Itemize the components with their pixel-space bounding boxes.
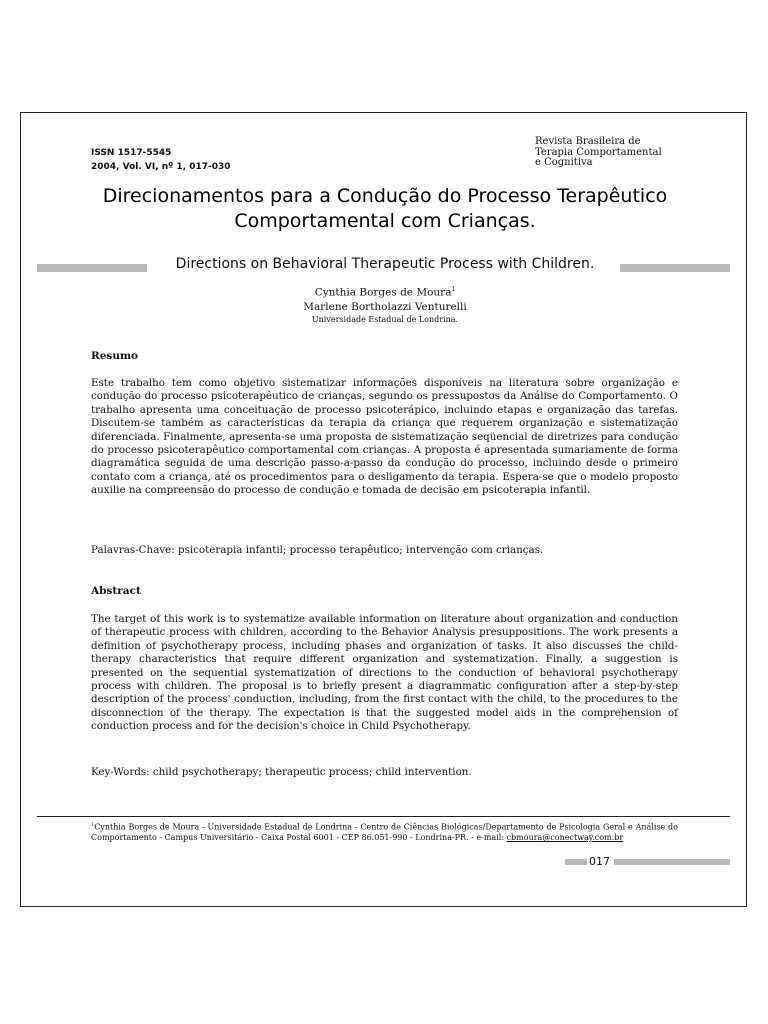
journal-name: [535, 137, 662, 169]
page-bar-right: [614, 859, 730, 865]
page-number: 017: [589, 855, 610, 868]
title-pt-line-2: Comportamental com Crianças.: [234, 210, 536, 232]
keywords-en: Key-Words: child psychotherapy; therapeutic process; child intervention.: [91, 766, 472, 778]
journal-line-1: Revista Brasileira de: [535, 136, 641, 147]
abstract-text: The target of this work is to systematize available information on literature about organization and conduction of therapeutic process with children, according to the Behavior Analysis presuppositions. The work presents a definition of psychotherapy process, including phases and organization of tasks. It also discusses the child-therapy characteristics that require different organization and systematization. Finally, a suggestion is presented on the sequential systematization of directions to the conduction of behavioral psychotherapy process with children. The proposal is to briefly present a diagrammatic configuration after a step-by-step description of the process' conduction, including, from the first contact with the child, to the procedures to the disconnection of the therapy. The expectation is that the suggested model aids in the comprehension of conduction process and for the decision's choice in Child Psychotherapy.: [91, 613, 678, 733]
journal-line-3: e Cognitiva: [535, 157, 593, 168]
author-1: Cynthia Borges de Moura$^1$: [314, 286, 456, 299]
footnote-divider: [37, 816, 730, 817]
issn-block: [91, 146, 231, 174]
resumo-heading: Resumo: [91, 350, 139, 362]
title-pt-line-1: Direcionamentos para a Condução do Processo Terapêutico: [102, 185, 668, 207]
author-2: Marlene Bortholazzi Venturelli: [303, 300, 467, 313]
issn-line: ISSN 1517-5545: [91, 148, 172, 158]
footnote-text: Cynthia Borges de Moura - Universidade Estadual de Londrina - Centro de Ciências Biológicas/Departamento de Psicologia Geral e Análise do Comportamento - Campus Universitário - Caixa Postal 6001 - CEP 86.051-990 - Londrina-PR. - e-mail:: [91, 822, 678, 843]
journal-line-2: Terapia Comportamental: [535, 146, 662, 158]
title-english: Directions on Behavioral Therapeutic Process with Children.: [175, 256, 595, 272]
footnote-mark: 1: [91, 822, 95, 828]
resumo-text: Este trabalho tem como objetivo sistematizar informações disponíveis na literatura sobre organização e condução do processo psicoterapêutico de crianças, segundo os pressupostos da Análise do Comportamento. O trabalho apresenta uma conceituação de processo psicoterápico, incluindo etapas e organização das tarefas. Discutem-se também as características da terapia da criança que requerem organização e sistematização diferenciada. Finalmente, apresenta-se uma proposta de sistematização seqüencial de diretrizes para condução do processo psicoterapêutico comportamental com crianças. A proposta é apresentada sumariamente de forma diagramática seguida de uma descrição passo-a-passo da condução do processo, incluindo desde o primeiro contato com a criança, até os procedimentos para o desligamento da terapia. Espera-se que o modelo proposto auxilie na compreensão do processo de condução e tomada de decisão em psicoterapia infantil.: [91, 377, 678, 497]
author-1-mark: 1: [451, 286, 456, 293]
page-bar-left: [565, 859, 587, 865]
footnote-email-link[interactable]: cbmoura@conectway.com.br: [506, 833, 624, 843]
authors-block: [40, 283, 730, 325]
footnote: [91, 820, 678, 844]
abstract-heading: Abstract: [91, 585, 141, 597]
keywords-pt: Palavras-Chave: psicoterapia infantil; processo terapêutico; intervenção com crianças.: [91, 544, 544, 556]
title-portuguese: [40, 184, 730, 234]
institution: Universidade Estadual de Londrina.: [311, 314, 459, 324]
volume-line: 2004, Vol. VI, nº 1, 017-030: [91, 162, 231, 172]
